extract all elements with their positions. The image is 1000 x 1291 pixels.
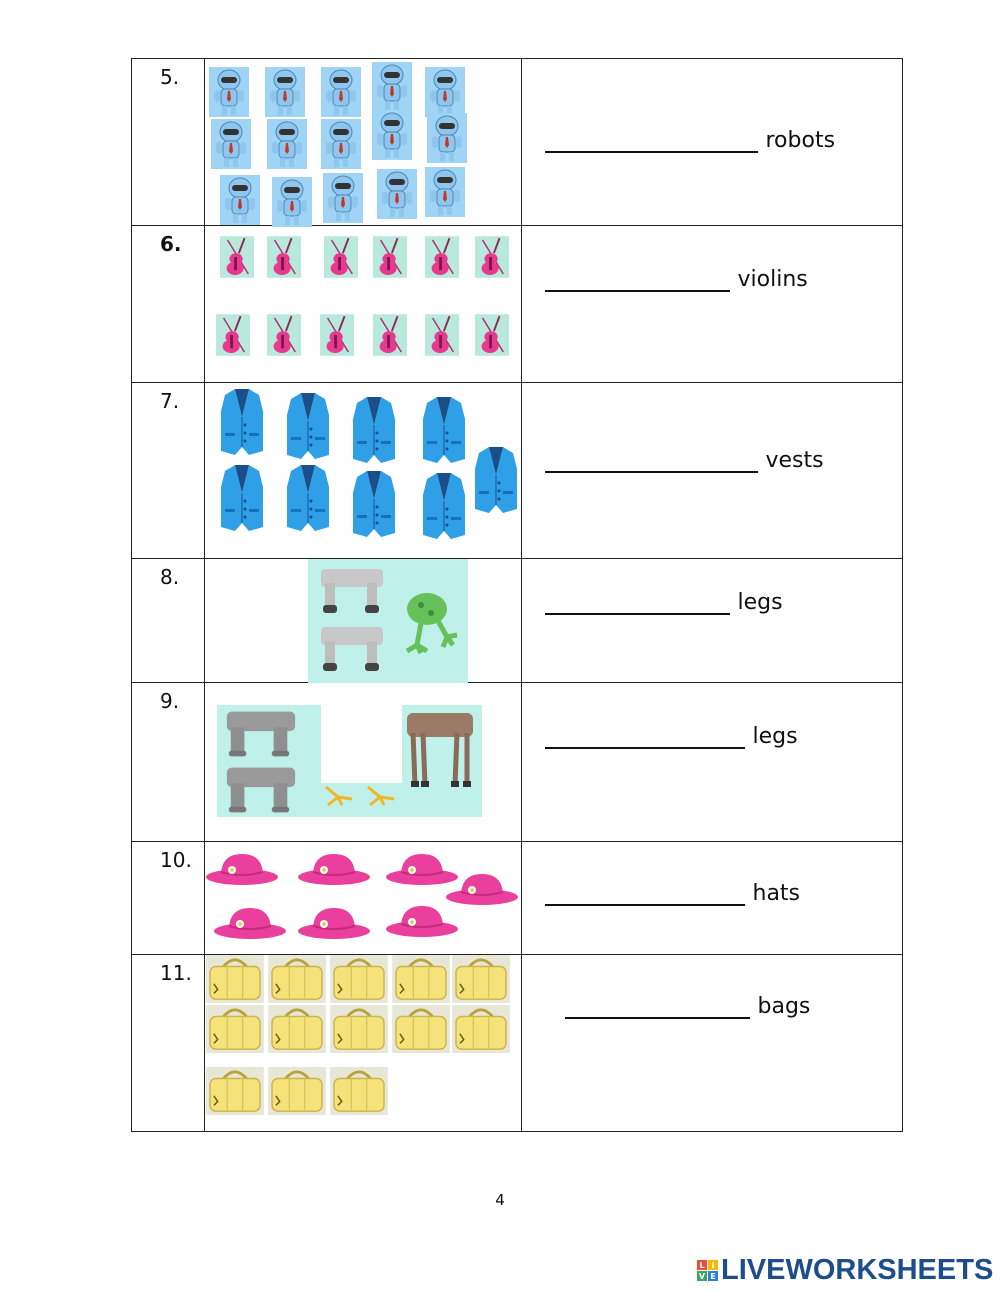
- answer-line: [545, 880, 801, 906]
- logo-text: LIVEWORKSHEETS: [721, 1254, 994, 1286]
- donkey-legs-icon: [317, 625, 387, 673]
- robot-icon: [377, 168, 417, 220]
- picture-cell: [205, 683, 521, 842]
- answer-cell: [521, 383, 903, 559]
- violin-icon: [475, 313, 509, 357]
- vest-icon: [351, 395, 397, 465]
- row-11: [132, 955, 903, 1132]
- question-number: 11.: [132, 955, 205, 1132]
- answer-label: bags: [757, 994, 811, 1019]
- robot-icon: [267, 118, 307, 170]
- question-number: 10.: [132, 842, 205, 955]
- page-number: 4: [495, 1191, 505, 1209]
- robot-icon: [211, 118, 251, 170]
- hat-icon: [297, 904, 371, 940]
- liveworksheets-logo: [697, 1254, 993, 1287]
- logo-block: L: [697, 1260, 707, 1270]
- answer-cell: [521, 59, 903, 226]
- robot-icon: [425, 166, 465, 218]
- robot-icon: [372, 61, 412, 113]
- vest-icon: [421, 395, 467, 465]
- vest-icon: [219, 463, 265, 533]
- question-number: 8.: [132, 559, 205, 683]
- answer-blank[interactable]: [565, 993, 750, 1019]
- logo-block: V: [698, 1271, 706, 1281]
- violin-icon: [220, 235, 254, 279]
- violin-icon: [324, 235, 358, 279]
- picture-cell: [205, 955, 521, 1132]
- answer-cell: [521, 559, 903, 683]
- violin-icon: [267, 313, 301, 357]
- answer-line: [545, 589, 783, 615]
- answer-label: legs: [752, 724, 798, 749]
- picture-cell: [205, 226, 521, 383]
- row-9: [132, 683, 903, 842]
- violin-icon: [320, 313, 354, 357]
- logo-blocks-icon: [697, 1260, 718, 1281]
- vest-icon: [351, 469, 397, 539]
- bag-icon: [205, 1005, 265, 1053]
- answer-blank[interactable]: [545, 266, 730, 292]
- horse-legs-icon: [405, 711, 475, 791]
- bag-icon: [329, 1005, 389, 1053]
- bird-feet-icon: [321, 783, 359, 807]
- robot-icon: [220, 174, 260, 226]
- logo-block: E: [708, 1271, 718, 1281]
- question-number: 5.: [132, 59, 205, 226]
- picture-cell: [205, 842, 521, 955]
- answer-label: robots: [765, 128, 836, 153]
- violin-icon: [373, 235, 407, 279]
- answer-blank[interactable]: [545, 127, 758, 153]
- row-10: [132, 842, 903, 955]
- answer-blank[interactable]: [545, 447, 758, 473]
- vest-icon: [285, 463, 331, 533]
- bag-icon: [267, 1005, 327, 1053]
- bag-icon: [451, 955, 511, 1003]
- robot-icon: [323, 172, 363, 224]
- answer-cell: [521, 226, 903, 383]
- violin-icon: [425, 313, 459, 357]
- picture-cell: [205, 59, 521, 226]
- violin-icon: [267, 235, 301, 279]
- answer-cell: [521, 683, 903, 842]
- robot-icon: [321, 118, 361, 170]
- elephant-legs-icon: [221, 765, 299, 815]
- row-8: [132, 559, 903, 683]
- worksheet-table: [131, 58, 903, 1132]
- answer-label: violins: [737, 267, 808, 292]
- robot-icon: [372, 109, 412, 161]
- robot-icon: [425, 66, 465, 118]
- row-7: [132, 383, 903, 559]
- picture-cell: [205, 383, 521, 559]
- row-5: [132, 59, 903, 226]
- vest-icon: [473, 445, 519, 515]
- robot-icon: [265, 66, 305, 118]
- violin-icon: [373, 313, 407, 357]
- robot-icon: [272, 176, 312, 228]
- bag-icon: [329, 1067, 389, 1115]
- answer-line: [545, 723, 798, 749]
- question-number: 9.: [132, 683, 205, 842]
- answer-line: [545, 127, 836, 153]
- answer-line: [545, 266, 808, 292]
- hat-icon: [385, 902, 459, 938]
- elephant-legs-icon: [221, 709, 299, 759]
- bag-icon: [205, 955, 265, 1003]
- answer-cell: [521, 842, 903, 955]
- answer-line: [545, 447, 824, 473]
- answer-cell: [521, 955, 903, 1132]
- hat-icon: [297, 850, 371, 886]
- frog-legs-icon: [401, 589, 461, 659]
- answer-line: [565, 993, 811, 1019]
- donkey-legs-icon: [317, 567, 387, 615]
- robot-icon: [209, 66, 249, 118]
- bag-icon: [451, 1005, 511, 1053]
- question-number: 6.: [132, 226, 205, 383]
- violin-icon: [425, 235, 459, 279]
- answer-label: legs: [737, 590, 783, 615]
- bag-icon: [391, 955, 451, 1003]
- hat-icon: [205, 850, 279, 886]
- bag-icon: [267, 955, 327, 1003]
- bag-icon: [329, 955, 389, 1003]
- row-6: [132, 226, 903, 383]
- robot-icon: [427, 112, 467, 164]
- bag-icon: [267, 1067, 327, 1115]
- vest-icon: [285, 391, 331, 461]
- picture-cell: [205, 559, 521, 683]
- answer-label: vests: [765, 448, 824, 473]
- robot-icon: [321, 66, 361, 118]
- answer-label: hats: [752, 881, 801, 906]
- bag-icon: [205, 1067, 265, 1115]
- answer-blank[interactable]: [545, 723, 745, 749]
- question-number: 7.: [132, 383, 205, 559]
- violin-icon: [475, 235, 509, 279]
- bag-icon: [391, 1005, 451, 1053]
- vest-icon: [421, 471, 467, 541]
- bird-feet-icon: [363, 783, 401, 807]
- violin-icon: [216, 313, 250, 357]
- hat-icon: [213, 904, 287, 940]
- logo-block: I: [708, 1260, 718, 1270]
- answer-blank[interactable]: [545, 880, 745, 906]
- answer-blank[interactable]: [545, 589, 730, 615]
- vest-icon: [219, 387, 265, 457]
- hat-icon: [445, 870, 519, 906]
